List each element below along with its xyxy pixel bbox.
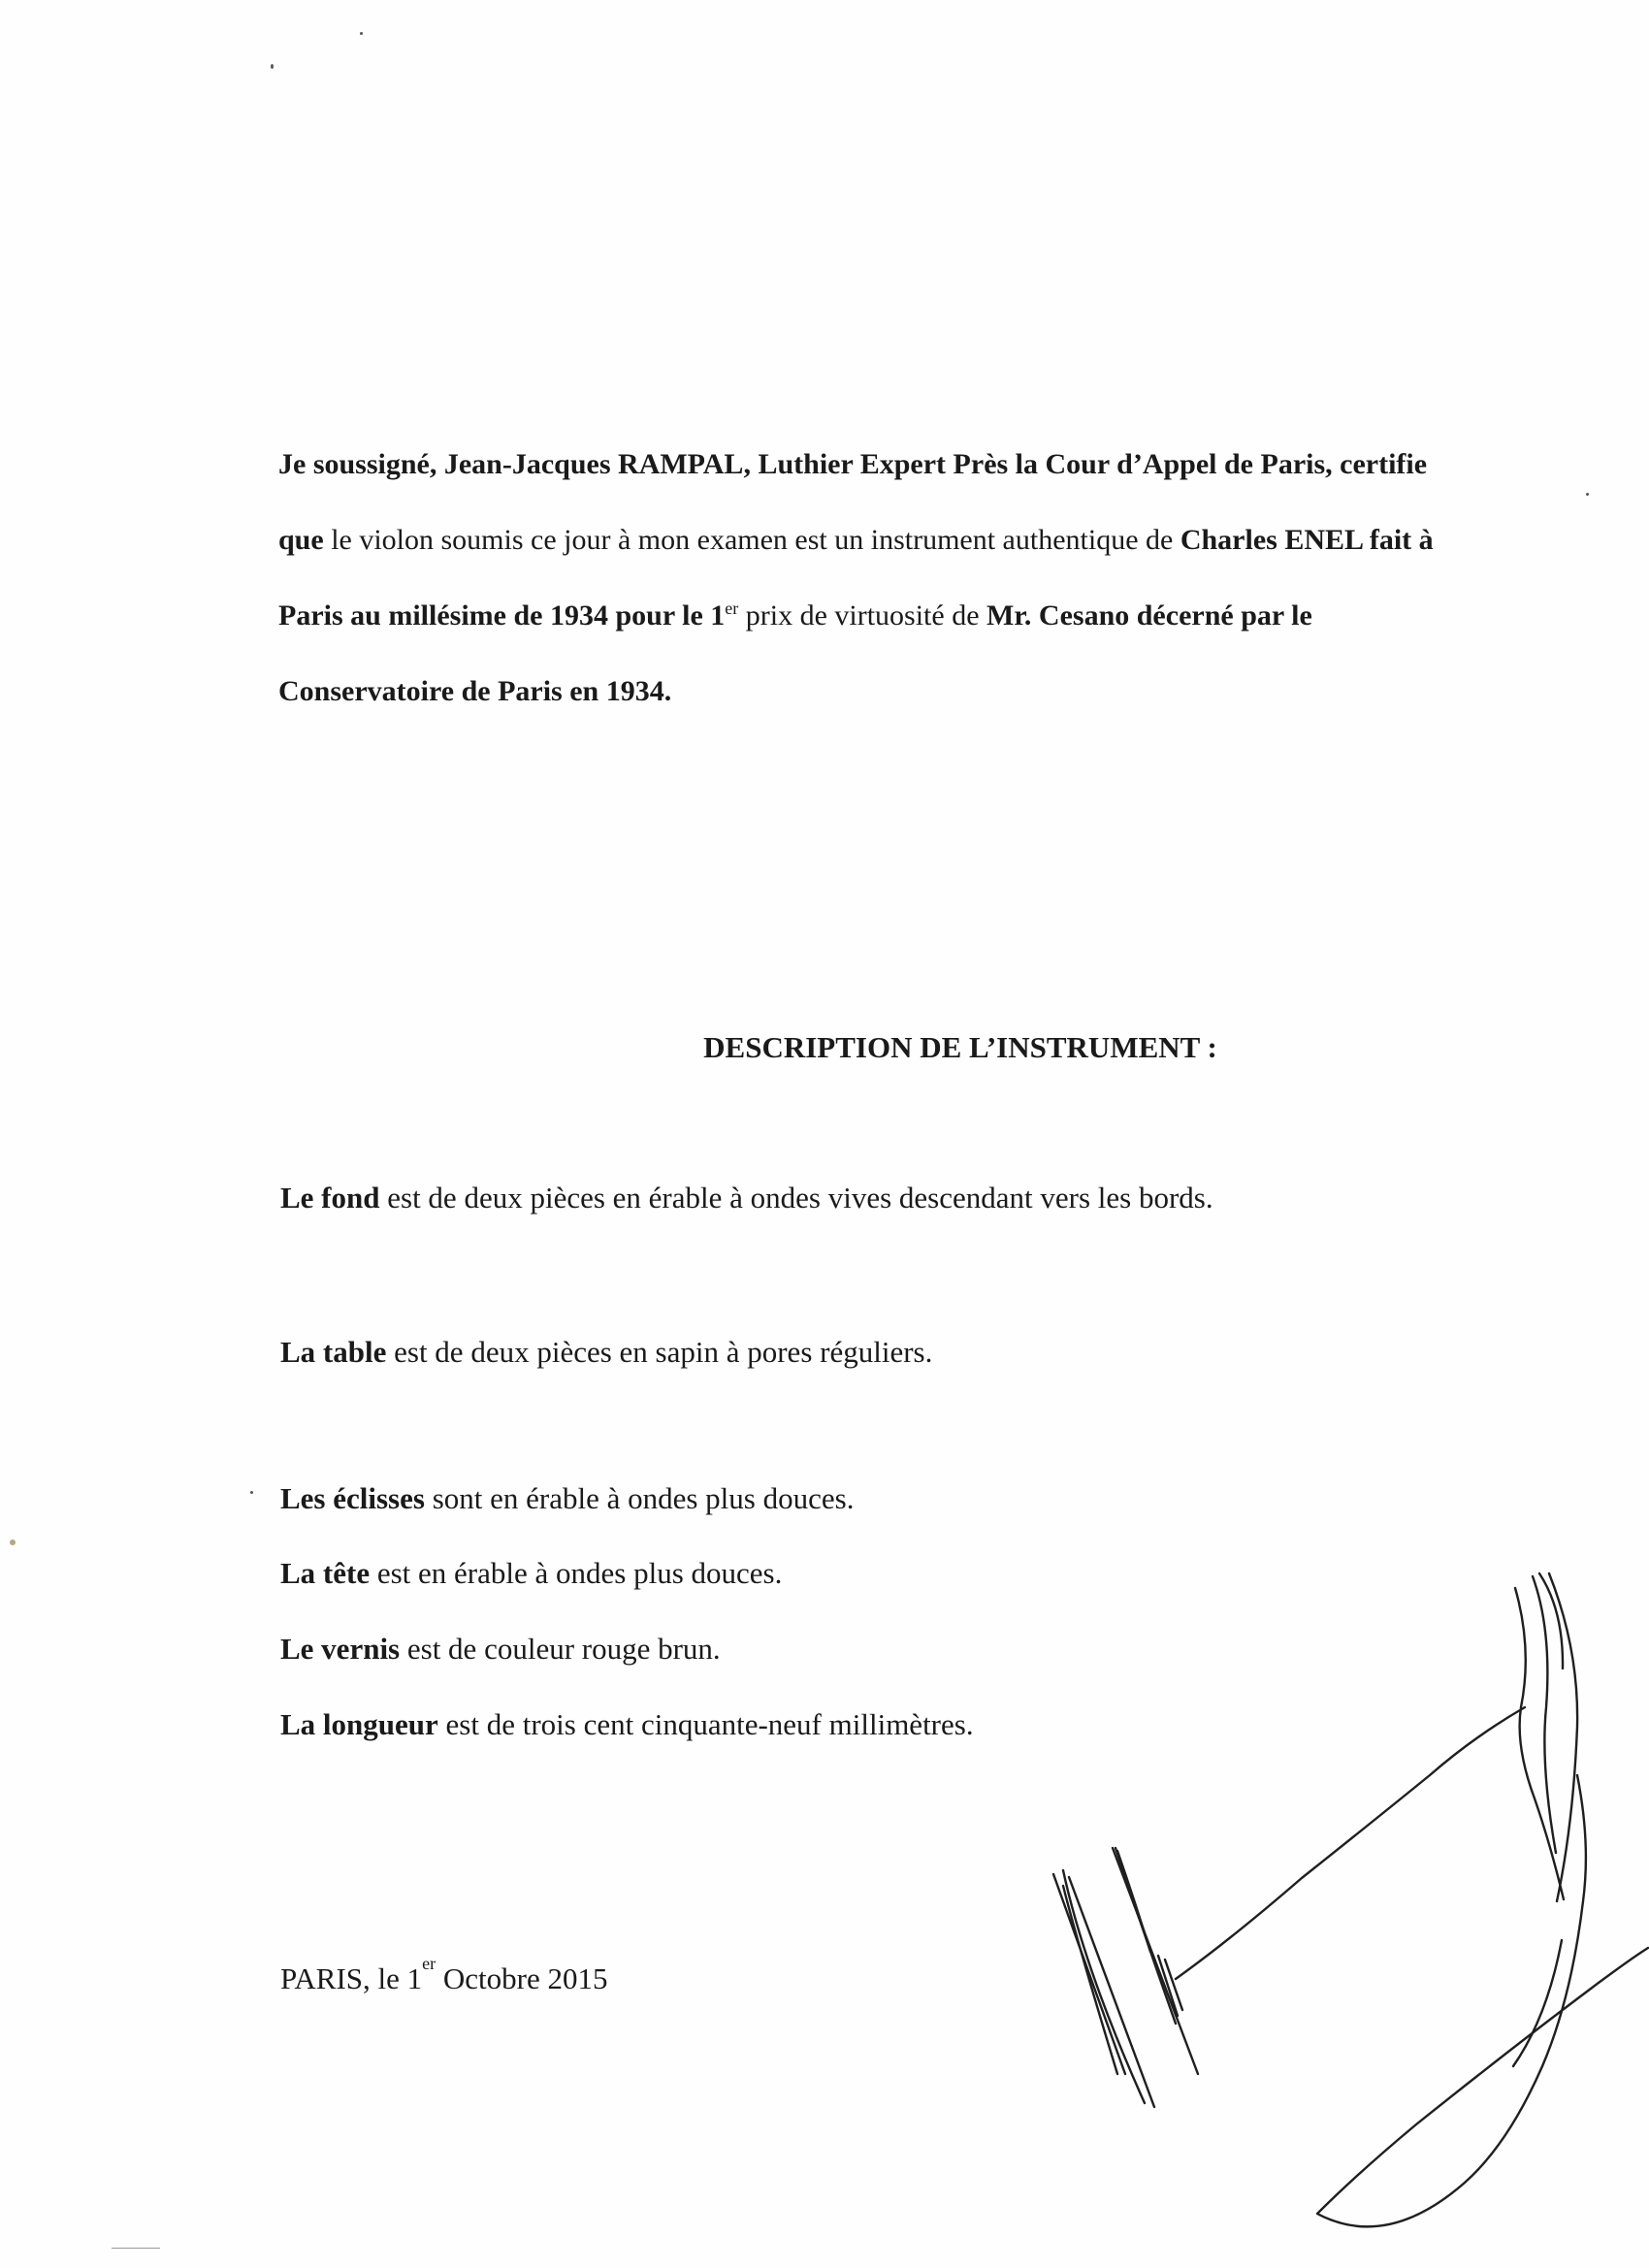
plain-text: est en érable à ondes plus douces.: [370, 1556, 783, 1590]
bold-text: que: [278, 524, 324, 556]
plain-text: le violon soumis ce jour à mon examen est un instrument authentique de: [323, 524, 1180, 556]
dateline-prefix: PARIS, le 1: [280, 1961, 423, 1995]
superscript: er: [725, 599, 739, 618]
plain-text: est de deux pièces en sapin à pores réguliers.: [386, 1335, 933, 1369]
bold-text: La table: [280, 1335, 387, 1369]
bold-text: Charles ENEL fait à: [1180, 524, 1434, 556]
bold-text: Paris au millésime de 1934 pour le 1: [278, 599, 726, 632]
superscript: er: [422, 1954, 436, 1973]
bold-text: La tête: [280, 1556, 371, 1590]
scan-edge-mark: [112, 2248, 160, 2249]
plain-text: est de trois cent cinquante-neuf millimètres.: [437, 1707, 974, 1741]
bold-text: Je soussigné, Jean-Jacques RAMPAL, Luthier Expert Près la Cour d’Appel de Paris, certifie: [278, 448, 1428, 480]
bold-text: Le vernis: [280, 1632, 401, 1666]
bold-text: Le fond: [280, 1181, 380, 1215]
plain-text: est de deux pièces en érable à ondes vives descendant vers les bords.: [379, 1181, 1213, 1215]
bold-text: Conservatoire de Paris en 1934.: [278, 675, 672, 707]
dateline-suffix: Octobre 2015: [436, 1961, 608, 1995]
bold-text: Les éclisses: [280, 1481, 425, 1515]
bold-text: La longueur: [280, 1707, 438, 1741]
plain-text: prix de virtuosité de: [738, 599, 987, 632]
plain-text: est de couleur rouge brun.: [400, 1632, 721, 1666]
section-heading: DESCRIPTION DE L’INSTRUMENT :: [703, 1030, 1217, 1064]
plain-text: sont en érable à ondes plus douces.: [424, 1481, 855, 1515]
bold-text: Mr. Cesano décerné par le: [986, 599, 1312, 632]
